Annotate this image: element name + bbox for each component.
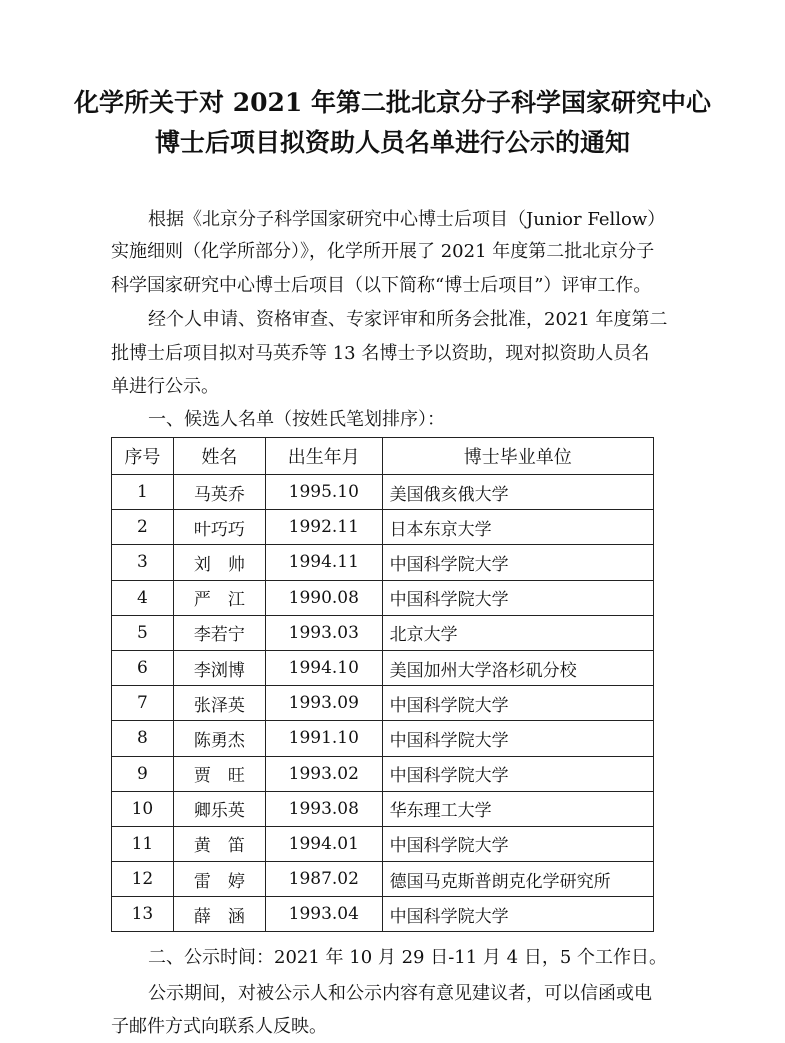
table-row: [112, 686, 654, 721]
cell-number: 9: [112, 756, 174, 791]
cell-birth: 1992.11: [266, 510, 383, 545]
table-row: [112, 545, 654, 580]
table-row: [112, 756, 654, 791]
table-row: [112, 826, 654, 861]
cell-birth: 1993.03: [266, 615, 383, 650]
cell-number: 2: [112, 510, 174, 545]
cell-birth: 1994.01: [266, 826, 383, 861]
cell-number: 13: [112, 897, 174, 932]
cell-name: 黄 笛: [173, 826, 265, 861]
cell-name: 刘 帅: [173, 545, 265, 580]
paragraph-2-line-3: 单进行公示。: [111, 376, 219, 397]
header-number: 序号: [112, 438, 174, 475]
cell-university: 中国科学院大学: [382, 897, 653, 932]
cell-university: 美国俄亥俄大学: [382, 475, 653, 510]
cell-number: 3: [112, 545, 174, 580]
paragraph-1-line-1: 根据《北京分子科学国家研究中心博士后项目（Junior Fellow）: [148, 209, 666, 230]
paragraph-1-line-2: 实施细则（化学所部分）》，化学所开展了 2021 年度第二批北京分子: [111, 241, 655, 262]
cell-number: 6: [112, 650, 174, 685]
cell-university: 日本东京大学: [382, 510, 653, 545]
cell-birth: 1991.10: [266, 721, 383, 756]
paragraph-1-line-3: 科学国家研究中心博士后项目（以下简称“博士后项目”）评审工作。: [111, 275, 652, 296]
cell-name: 雷 婷: [173, 862, 265, 897]
table-row: [112, 791, 654, 826]
cell-name: 马英乔: [173, 475, 265, 510]
cell-university: 中国科学院大学: [382, 721, 653, 756]
section-heading-candidates: 一、候选人名单（按姓氏笔划排序）：: [148, 409, 445, 430]
cell-university: 中国科学院大学: [382, 756, 653, 791]
paragraph-2-line-2: 批博士后项目拟对马英乔等 13 名博士予以资助，现对拟资助人员名: [111, 343, 650, 364]
cell-name: 卿乐英: [173, 791, 265, 826]
cell-number: 11: [112, 826, 174, 861]
cell-name: 严 江: [173, 580, 265, 615]
cell-birth: 1987.02: [266, 862, 383, 897]
cell-number: 4: [112, 580, 174, 615]
cell-university: 德国马克斯普朗克化学研究所: [382, 862, 653, 897]
candidate-table: [111, 437, 654, 932]
cell-university: 中国科学院大学: [382, 545, 653, 580]
cell-name: 叶巧巧: [173, 510, 265, 545]
cell-university: 美国加州大学洛杉矶分校: [382, 650, 653, 685]
cell-university: 北京大学: [382, 615, 653, 650]
cell-university: 中国科学院大学: [382, 686, 653, 721]
cell-name: 陈勇杰: [173, 721, 265, 756]
cell-birth: 1993.08: [266, 791, 383, 826]
cell-birth: 1993.02: [266, 756, 383, 791]
paragraph-2-line-1: 经个人申请、资格审查、专家评审和所务会批准，2021 年度第二: [148, 309, 668, 330]
cell-birth: 1995.10: [266, 475, 383, 510]
cell-number: 5: [112, 615, 174, 650]
cell-number: 7: [112, 686, 174, 721]
header-university: 博士毕业单位: [382, 438, 653, 475]
cell-name: 贾 旺: [173, 756, 265, 791]
section-heading-publicity-period: 二、公示时间：2021 年 10 月 29 日-11 月 4 日，5 个工作日。: [148, 947, 668, 968]
cell-birth: 1994.11: [266, 545, 383, 580]
cell-name: 张泽英: [173, 686, 265, 721]
table-row: [112, 475, 654, 510]
table-row: [112, 615, 654, 650]
cell-birth: 1994.10: [266, 650, 383, 685]
paragraph-3-line-2: 子邮件方式向联系人反映。: [111, 1016, 327, 1037]
cell-name: 李若宁: [173, 615, 265, 650]
cell-university: 中国科学院大学: [382, 580, 653, 615]
header-birth: 出生年月: [266, 438, 383, 475]
table-row: [112, 897, 654, 932]
cell-birth: 1990.08: [266, 580, 383, 615]
cell-name: 薛 涵: [173, 897, 265, 932]
cell-name: 李浏博: [173, 650, 265, 685]
cell-birth: 1993.09: [266, 686, 383, 721]
header-name: 姓名: [173, 438, 265, 475]
table-row: [112, 650, 654, 685]
cell-birth: 1993.04: [266, 897, 383, 932]
cell-number: 12: [112, 862, 174, 897]
cell-university: 华东理工大学: [382, 791, 653, 826]
document-title-line-1: 化学所关于对 2021 年第二批北京分子科学国家研究中心: [74, 88, 711, 117]
cell-number: 1: [112, 475, 174, 510]
table-header-row: [112, 438, 654, 475]
document-title-line-2: 博士后项目拟资助人员名单进行公示的通知: [154, 128, 630, 157]
table-row: [112, 721, 654, 756]
cell-number: 10: [112, 791, 174, 826]
paragraph-3-line-1: 公示期间，对被公示人和公示内容有意见建议者，可以信函或电: [148, 983, 652, 1004]
cell-number: 8: [112, 721, 174, 756]
cell-university: 中国科学院大学: [382, 826, 653, 861]
table-row: [112, 580, 654, 615]
table-row: [112, 862, 654, 897]
table-row: [112, 510, 654, 545]
